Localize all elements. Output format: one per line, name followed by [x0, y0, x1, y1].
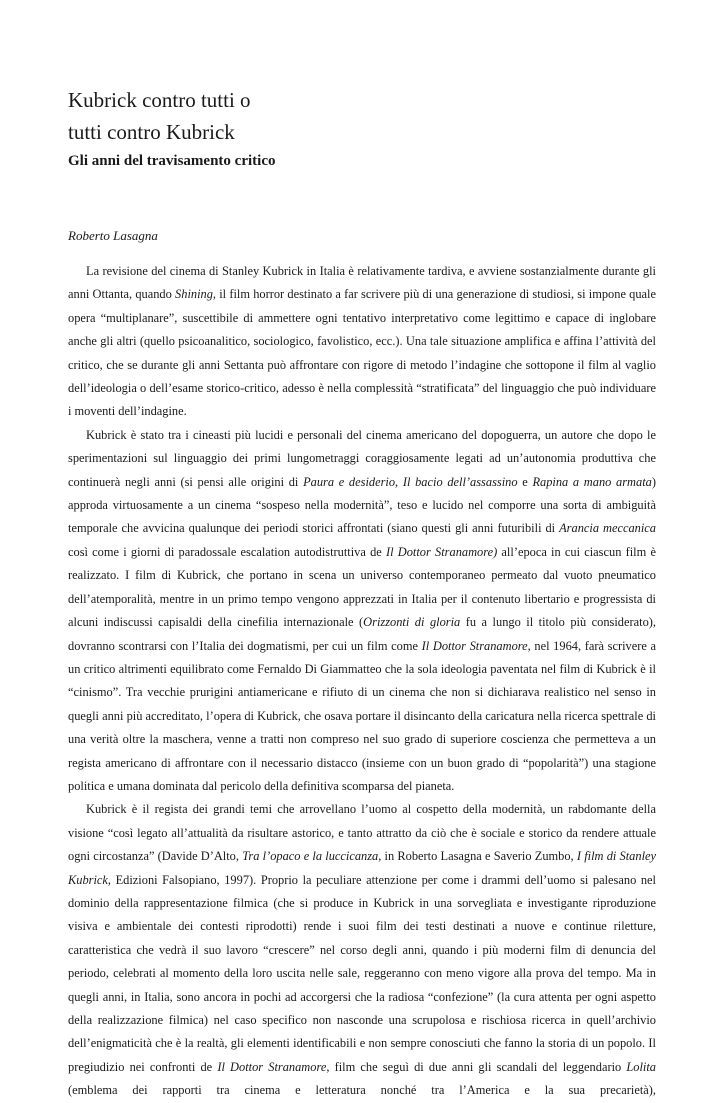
text-run: , — [395, 474, 403, 489]
text-run: ) approda virtuosamente a un cinema “sospeso nella modernità”, teso e lucido nel comporre una sorta di ambiguità temporale che avvicina qualunque dei periodi storici affrontati (siano questi gli anni futuribili di — [68, 474, 656, 536]
text-run: fu a lungo il titolo più considerato), dovranno scontrarsi con l’Italia dei dogmatismi, per cui un film come — [68, 615, 656, 653]
italic-title-run: Rapina a mano armata — [532, 474, 652, 489]
italic-title-run: Il Dottor Stranamore — [421, 638, 528, 653]
text-run: , il film horror destinato a far scrivere più di una generazione di studiosi, si impone quale opera “multiplanare”, suscettibile di ammettere ogni tentativo interpretativo come legittimo e capace di inglobare anche gli altri (quello psicoanalitico, sociologico, favolistico, ecc.). Una tale situazione amplifica e affina l’attività del critico, che se durante gli anni Settanta può affrontare con rigore di metodo l’indagine che sottopone il film al vaglio dell’ideologia o dell’esame storico-critico, adesso è nella complessità “stratificata” del linguaggio che può individuare i moventi dell’indagine. — [68, 287, 657, 419]
text-run: , Edizioni Falsopiano, 1997). Proprio la peculiare attenzione per come i drammi dell’uomo si palesano nel dominio della rappresentazione filmica (che si produce in Kubrick in una sorvegliata e investigante riproduzione visiva e ambientale dei contesti riprodotti) rende i suoi film dei testi destinati a nuove e continue riletture, caratteristica che vedrà il suo lavoro “crescere” nel corso degli anni, quando i più moderni film di denuncia del periodo, celebrati al momento della loro uscita nelle sale, reggeranno con meno vigore alla prova del tempo. Ma in quegli anni, in Italia, sono ancora in pochi ad accorgersi che la radiosa “confezione” (la cura attenta per ogni aspetto della realizzazione filmica) nel caso specifico non nasconde una scrupolosa e rischiosa ricerca in quell’archivio dell’enigmaticità che è la realtà, gli elementi identificabili e non sempre conosciuti che fanno la storia di un popolo. Il pregiudizio nei confronti de — [68, 872, 656, 1074]
paragraph-3 — [68, 798, 656, 1102]
text-run: così come i giorni di paradossale escalation autodistruttiva de — [68, 544, 386, 559]
italic-title-run: Il Dottor Stranamore) — [386, 544, 498, 559]
text-run: Kubrick è il regista dei grandi temi che arrovellano l’uomo al cospetto della modernità, un rabdomante della visione “così legato all’attualità da risultare astorico, e tanto attratto da ciò che è sociale e storico da rendere attuale ogni circostanza” (Davide D’Alto, — [68, 802, 656, 864]
title-line-1: Kubrick contro tutti o — [68, 88, 251, 112]
italic-title-run: Il Dottor Stranamore — [217, 1059, 327, 1074]
italic-title-run: Paura e desiderio — [303, 474, 396, 489]
italic-title-run: Lolita — [626, 1059, 656, 1074]
text-run: , film che seguì di due anni gli scandali del leggendario — [326, 1059, 627, 1074]
text-run: Kubrick è stato tra i cineasti più lucidi e personali del cinema americano del dopoguerra, un autore che dopo le sperimentazioni sul linguaggio dei primi lungometraggi coraggiosamente legati ad un’autonomia produttiva che continuerà negli anni (si pensi alle origini di — [68, 427, 656, 489]
paragraph-2 — [68, 424, 656, 799]
italic-title-run: I film di Stanley Kubrick — [68, 849, 657, 887]
author-name: Roberto Lasagna — [68, 228, 158, 243]
italic-title-run: Shining — [175, 287, 213, 302]
italic-title-run: Il bacio dell’assassino — [402, 474, 518, 489]
text-run: La revisione del cinema di Stanley Kubrick in Italia è relativamente tardiva, e avviene sostanzialmente durante gli anni Ottanta, quando — [68, 264, 656, 302]
text-run: all’epoca in cui ciascun film è realizzato. I film di Kubrick, che portano in scena un universo contemporaneo permeato dal vuoto pneumatico dell’atemporalità, mentre in un primo tempo vengono apprezzati in Italia per il contenuto libertario e progressista di alcuni indiscussi capisaldi della cinefilia internazionale ( — [68, 544, 656, 630]
italic-title-run: Arancia meccanica — [559, 521, 656, 536]
italic-title-run: Tra l’opaco e la luccicanza — [242, 849, 379, 864]
text-run: , nel 1964, farà scrivere a un critico altrimenti equilibrato come Fernaldo Di Giammatteo che la sola ideologia paventata nel film di Kubrick è il “cinismo”. Tra vecchie prurigini antiamericane e rifiuto di un cinema che non si dichiarava realistico nel senso in quegli anni più accreditato, l’opera di Kubrick, che osava portare il disincanto della caricatura nella ricerca spettrale di una verità oltre la maschera, venne a tratti non compreso nel suo grado di superiore coscienza che permetteva a un regista americano di affrontare con il necessario distacco (insieme con un buon grado di “popolarità”) una stagione politica e umana dominata dal pericolo della definitiva scomparsa del pianeta. — [68, 638, 656, 793]
paragraph-1 — [68, 260, 656, 424]
text-run: , in Roberto Lasagna e Saverio Zumbo, — [378, 849, 577, 864]
text-run: (emblema dei rapporti tra cinema e letteratura nonché tra l’America e la sua precarietà), — [68, 1083, 656, 1098]
italic-title-run: Orizzonti di gloria — [363, 615, 461, 630]
title-line-2: tutti contro Kubrick — [68, 120, 235, 144]
article-body — [68, 260, 656, 1103]
text-run: e — [517, 474, 533, 489]
subtitle: Gli anni del travisamento critico — [68, 153, 276, 169]
